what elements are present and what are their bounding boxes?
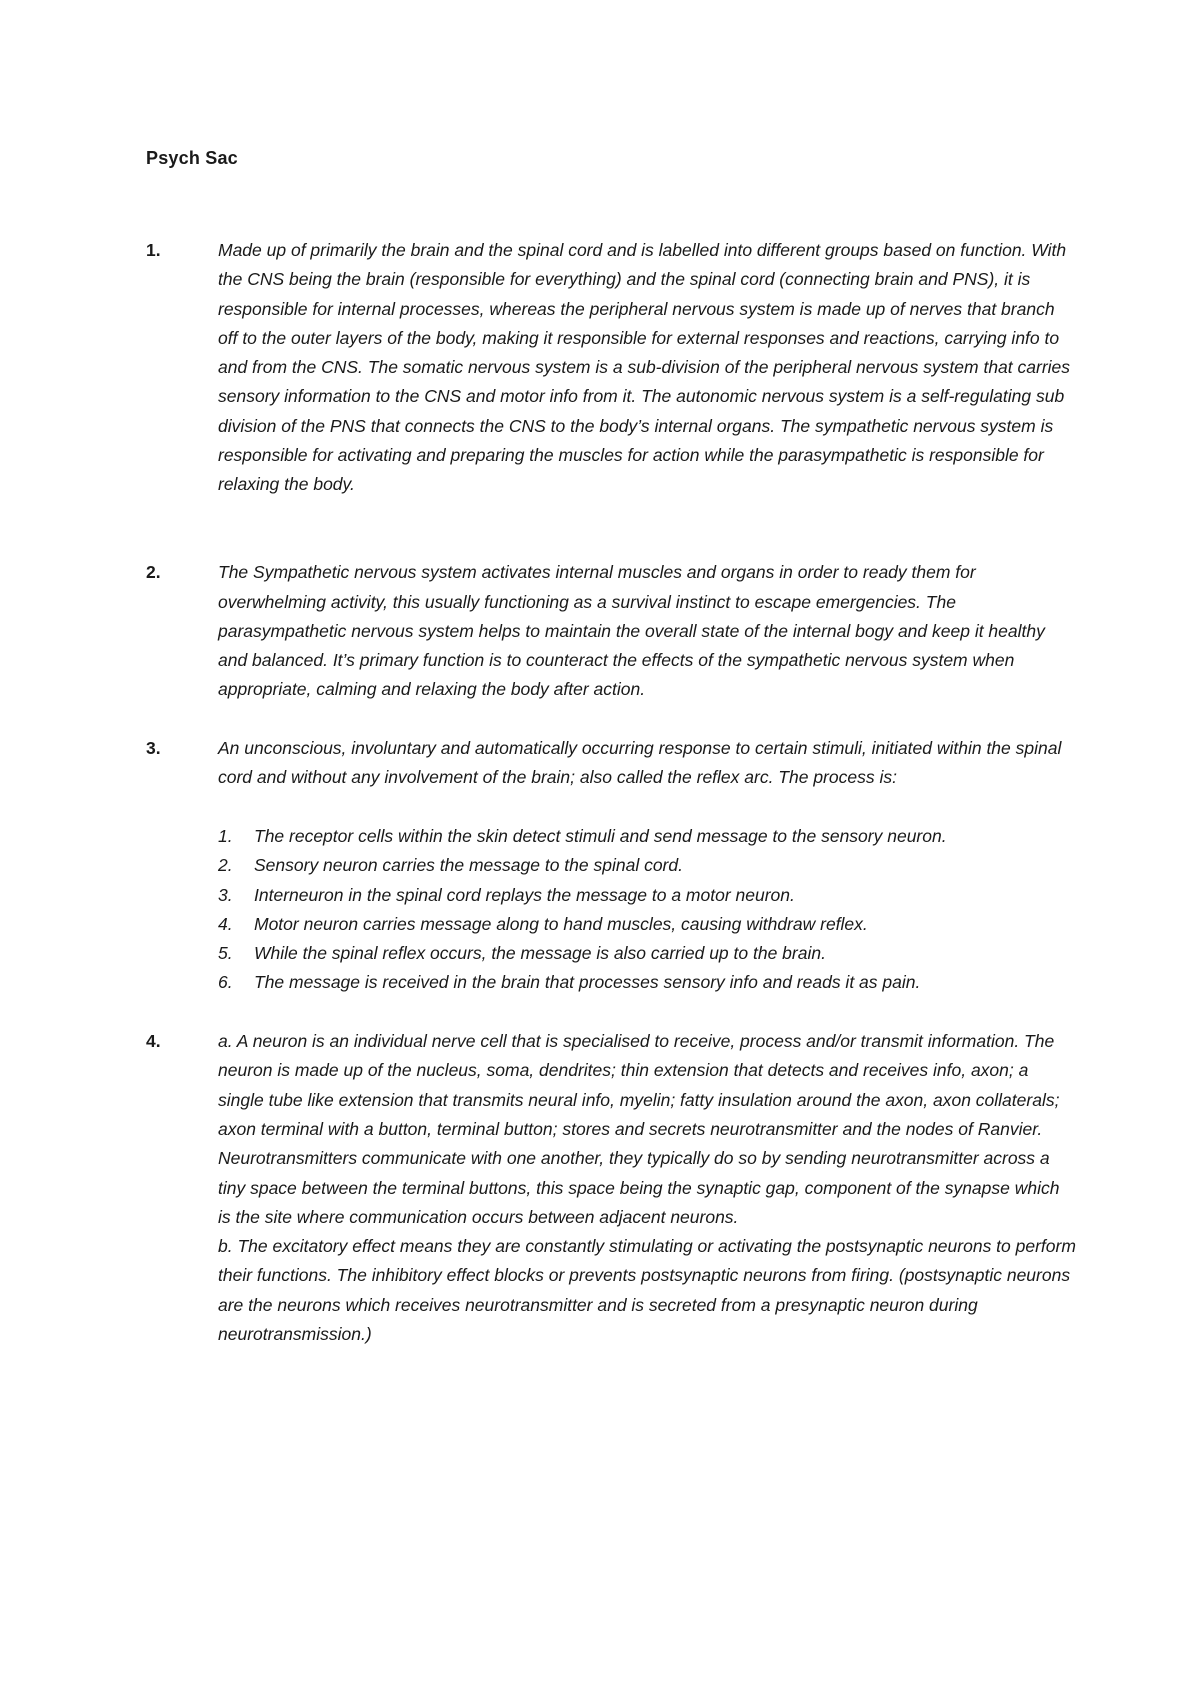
question-answer	[218, 236, 1076, 500]
step-text: Motor neuron carries message along to hand muscles, causing withdraw reflex.	[254, 913, 868, 934]
step-number: 4.	[218, 913, 233, 934]
question-answer	[218, 1027, 1076, 1349]
question-number: 2.	[146, 562, 161, 583]
answer-paragraph: a. A neuron is an individual nerve cell that is specialised to receive, process and/or transmit information. The neuron is made up of the nucleus, soma, dendrites; thin extension that detects and receives info, axon; a single tube like extension that transmits neural info, myelin; fatty insulation around the axon, axon collaterals; axon terminal with a button, terminal button; stores and secrets neurotransmitter and the nodes of Ranvier. Neurotransmitters communicate with one another, they typically do so by sending neurotransmitter across a tiny space between the terminal buttons, this space being the synaptic gap, component of the synapse which is the site where communication occurs between adjacent neurons.	[218, 1031, 1060, 1227]
step-number: 6.	[218, 972, 233, 993]
document-title: Psych Sac	[146, 148, 238, 168]
question-number: 1.	[146, 240, 161, 260]
question-4	[146, 1027, 1076, 1349]
answer-paragraph: An unconscious, involuntary and automatically occurring response to certain stimuli, initiated within the spinal cord and without any involvement of the brain; also called the reflex arc. The process is:	[218, 738, 1062, 788]
step-number: 3.	[218, 884, 233, 905]
step-text: While the spinal reflex occurs, the message is also carried up to the brain.	[254, 943, 826, 964]
question-answer	[218, 558, 1076, 704]
list-item	[218, 881, 1076, 910]
step-number: 2.	[218, 855, 233, 876]
list-item	[218, 851, 1076, 880]
answer-paragraph: b. The excitatory effect means they are constantly stimulating or activating the postsynaptic neurons to perform their functions. The inhibitory effect blocks or prevents postsynaptic neurons from firing. (postsynaptic neurons are the neurons which receives neurotransmitter and is secreted from a presynaptic neuron during neurotransmission.)	[218, 1236, 1076, 1344]
answer-paragraph: Made up of primarily the brain and the spinal cord and is labelled into different groups based on function. With the CNS being the brain (responsible for everything) and the spinal cord (connecting brain and PNS), it is responsible for internal processes, whereas the peripheral nervous system is made up of nerves that branch off to the outer layers of the body, making it responsible for external responses and reactions, carrying info to and from the CNS. The somatic nervous system is a sub-division of the peripheral nervous system that carries sensory information to the CNS and motor info from it. The autonomic nervous system is a self-regulating sub division of the PNS that connects the CNS to the body’s internal organs. The sympathetic nervous system is responsible for activating and preparing the muscles for action while the parasympathetic is responsible for relaxing the body.	[218, 240, 1071, 495]
reflex-steps-list	[218, 822, 1076, 998]
answer-paragraph: The Sympathetic nervous system activates internal muscles and organs in order to ready them for overwhelming activity, this usually functioning as a survival instinct to escape emergencies. The parasympathetic nervous system helps to maintain the overall state of the internal bogy and keep it healthy and balanced. It’s primary function is to counteract the effects of the sympathetic nervous system when appropriate, calming and relaxing the body after action.	[218, 562, 1045, 700]
question-3	[146, 734, 1076, 998]
question-2	[146, 558, 1076, 704]
step-number: 1.	[218, 825, 233, 846]
question-number: 3.	[146, 738, 161, 759]
step-number: 5.	[218, 943, 233, 964]
step-text: Interneuron in the spinal cord replays the message to a motor neuron.	[254, 884, 795, 905]
list-item	[218, 939, 1076, 968]
document-body	[146, 236, 1076, 1349]
step-text: Sensory neuron carries the message to the spinal cord.	[254, 855, 683, 876]
step-text: The receptor cells within the skin detect stimuli and send message to the sensory neuron.	[254, 825, 947, 846]
list-item	[218, 968, 1076, 997]
step-text: The message is received in the brain that processes sensory info and reads it as pain.	[254, 972, 921, 993]
question-1	[146, 236, 1076, 500]
question-answer	[218, 734, 1076, 998]
question-number: 4.	[146, 1031, 161, 1052]
list-item	[218, 910, 1076, 939]
list-item	[218, 822, 1076, 851]
